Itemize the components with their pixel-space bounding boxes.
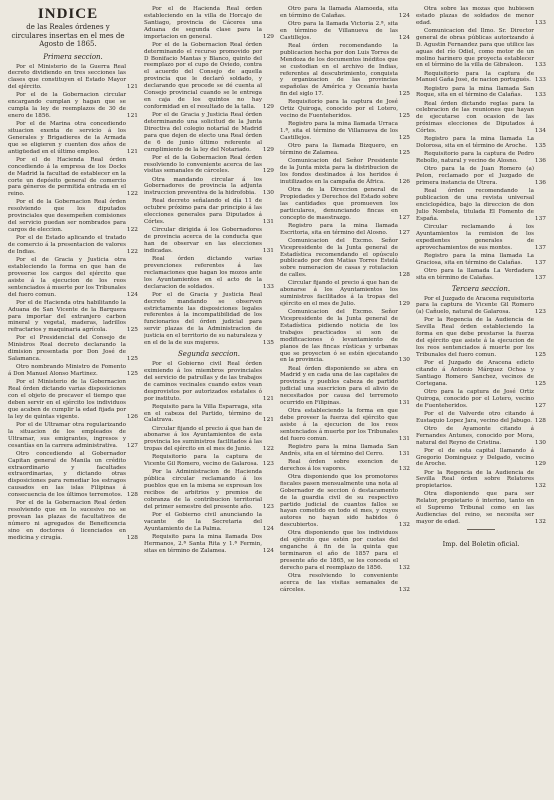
index-entry [416, 317, 546, 358]
index-entry [280, 6, 410, 20]
page-number: 135 [534, 143, 546, 150]
entry-text: Por el de Estado aplicando el tratado de comercio á la presentacion de valores de Indias. [8, 235, 126, 255]
index-entry [416, 253, 546, 267]
page-number: 129 [534, 461, 546, 468]
entry-text: Por la Regencia de la Audiencia de Sevilla Real órden estableciendo la forma en que debe prestarse la fuerza del ejército que asiste á la ejecucion de los reos sentenciados á muerte por los Tribunales del fuero comun. [416, 317, 534, 358]
divider [467, 529, 495, 530]
entry-text: Otro de Ayamonte citando á Fernandes Antunes, conocido por Mora, natural del Reyno de Cristina. [416, 425, 534, 446]
entry-text: Por el de esta capital llamando á Gregorio Dominguez y Delgado, vecino de Aroche. [416, 447, 534, 468]
entry-text: Requisitorio para la captura de Manuel Gaña José, de nacion portugués. [416, 70, 534, 84]
entry-text: Otro concediendo al Gobernador Capitan general de Manila un crédito extraordinario y facultades extraordinarias, y dictando otras disposiciones para remediar los estragos causados en las islas Filipinas á consecuencia de los últimos terremotos. [8, 450, 126, 499]
index-entry [416, 360, 546, 388]
page-number: 125 [398, 135, 410, 142]
entry-text: Circular dirigida á los Gobernadores de provincia acerca de la conducta que han de observar en las elecciones indicadas. [144, 227, 262, 254]
entry-text: Otra mandando circular á los Gobernadores de provincia la adjunta instruccion preventiva de la hidrofobia. [144, 176, 262, 197]
entry-text: Otro para la captura de José Ortiz Quiroga, conocido por el Lotero, vecino de Fuenteheridos. [416, 388, 534, 409]
index-entry [280, 99, 410, 120]
index-entry [416, 86, 546, 100]
entry-text: Otra resolviendo lo conveniente acerca de las visitas semanales de cárceles. [280, 572, 398, 593]
index-entry [280, 158, 410, 186]
entry-text: Por el de Gracia y Justicia Real órden determinando una solicitud de la Junta Directiva del colegio notarial de Madrid para que dejen de electo una Real órden de 6 de junio último referente al cumplimiento de la ley del Notariado. [144, 111, 262, 153]
page-number: 121 [126, 113, 138, 120]
index-entry [144, 6, 274, 41]
page-number: 137 [534, 259, 546, 266]
index-entry [144, 177, 274, 198]
index-entry [280, 43, 410, 98]
page-number: 129 [262, 33, 274, 40]
page-number: 122 [126, 191, 138, 198]
page-number: 134 [534, 128, 546, 135]
index-entry [416, 448, 546, 469]
index-entry [280, 459, 410, 473]
entry-text: Registro para la mina llamada San Andrés, sita en el término del Cerro. [280, 443, 398, 457]
index-entry [280, 474, 410, 529]
index-entry [416, 389, 546, 410]
entry-text: Requisitorio para la captura de Vicente Gil Romero, vecino de Galarosa. [144, 454, 262, 468]
index-entry [144, 426, 274, 454]
entry-text: Por el de la Gobernacion Real órden determinando el recurso promovido por D Bonifacio Mantas y Blanco, quinto del reemplazo por el cupo de Oviedo, contra el acuerdo del Consejo de aquella provincia que le declaró soldado, y declarando que procede se dé cuenta al Consejo provincial cuando se le entrega en caja de los quintos no hay conformidad en el resultado de la talla. [144, 41, 262, 110]
page-number: 133 [534, 19, 546, 26]
index-entry [144, 469, 274, 510]
page-number: 135 [262, 340, 274, 347]
index-entry [8, 157, 138, 198]
entry-text: Real órden recomendando la publicacion hecha por don Luis Torres de Mendoza de los documentos inéditos que se custodian en el archivo de Indias, referentes al descubrimiento, conquista y organizacion de las provincias españolas de América y Oceanía hasta fin del siglo 17. [280, 42, 398, 98]
entry-text: Requisitorio para la captura de Pedro Rebollo, natural y vecino de Alosno. [416, 151, 534, 165]
page-number: 128 [126, 534, 138, 541]
index-entry [144, 227, 274, 255]
entry-text: Registro para la mina llamada La Dolorosa, sita en el término de Aroche. [416, 136, 534, 150]
entry-text: Por el de Marina otra concediendo situacion exenta de servicio á los Generales y Brigadieres de la Armada que se eligieren y cuenten dos años de antigüedad en el último empleo. [8, 121, 126, 155]
entry-text: Otro nombrando Ministro de Fomento á Don Manuel Alonso Martinez. [8, 364, 126, 378]
page-number: 133 [262, 283, 274, 290]
page-title: INDICE [37, 6, 99, 22]
index-entry [416, 136, 546, 150]
page-number: 131 [398, 435, 410, 442]
index-entry [144, 42, 274, 111]
index-entry [144, 454, 274, 468]
entry-text: Comunicacion del Excmo. Señor Vicepresidente de la Junta general de Estadística recomendando el opúsculo publicado por don Matias Torres Estelá sobre numeracion de casas y rotulacion de calles. [280, 237, 398, 279]
index-entry [416, 491, 546, 526]
index-entry [280, 444, 410, 458]
page-number: 127 [126, 442, 138, 449]
index-entry [280, 187, 410, 222]
page-number: 121 [262, 417, 274, 424]
page-number: 125 [398, 150, 410, 157]
entry-text: Real órden recomendando la publicacion de una revista universal enciclopédica, bajo la direccion de don Julio Nombela, titulada El Fomento de España. [416, 188, 534, 222]
index-entry [280, 143, 410, 157]
index-entry [144, 112, 274, 153]
page-number: 130 [262, 190, 274, 197]
entry-text: Otra de la Direccion general de Propiedades y Derechos del Estado sobre las cantidades que promueven los particulares, denunciando fincas en concepto de maestrazgo. [280, 186, 398, 221]
page-number: 131 [398, 450, 410, 457]
entry-text: Por el de Hacienda otra habilitando la Aduana de San Vicente de la Barquera para importar del extranjero carbon mineral y vegetal, maderas, ladrillos refractarios y maquinaria agrícola. [8, 299, 126, 334]
page-number: 122 [126, 249, 138, 255]
page-number: 133 [534, 62, 546, 69]
entry-text: Por el de la Gobernacion Real órden resolviendo que los diputados provinciales que desempeñen comisiones del servicio puedan ser nombrados para cargos de eleccion. [8, 199, 126, 234]
page-number: 133 [534, 77, 546, 84]
index-entry [416, 166, 546, 187]
index-entry [8, 92, 138, 120]
index-header [8, 6, 128, 49]
page-number: 129 [398, 301, 410, 308]
page-number: 128 [126, 492, 138, 499]
page-number: 124 [126, 291, 138, 298]
page-number: 137 [534, 215, 546, 222]
imprint: Imp. del Boletin oficial. [442, 540, 520, 548]
index-entry [280, 280, 410, 308]
entry-text: Comunicacion del Señor Presidente de la Junta mixta para la distribucion de los fondos destinados á los heridos é inutilizados en la campaña de África. [280, 158, 398, 185]
page-number: 121 [126, 148, 138, 155]
column-4 [416, 6, 546, 796]
entry-text: Por el Presidencial del Consejo de Ministros Real decreto declarando la dimision presentada por Don José de Salamanca. [8, 335, 126, 363]
index-entry [8, 121, 138, 156]
page-number: 126 [126, 413, 138, 420]
page-number: 123 [262, 503, 274, 510]
section-heading-segunda: Segunda seccion. [177, 350, 241, 358]
entry-text: Registro para la mina llamada San Roque, sita en el término de Calañas. [416, 85, 534, 99]
page-number: 133 [534, 92, 546, 99]
page-number: 136 [534, 158, 546, 165]
entry-text: Registro para la mina llamada Escritoria, sita en término del Alosno. [280, 222, 398, 236]
entry-text: Por el Gobierno civil anunciando la vacante de la Secretaria del Ayuntamiento de La Palma. [144, 511, 262, 532]
index-entry [8, 235, 138, 256]
index-entry [144, 361, 274, 402]
entry-text: Otro para la llamada Victoria 2.ª, sita en término de Villanueva de las Castillejos. [280, 21, 398, 41]
index-entry [280, 223, 410, 237]
index-entry [280, 238, 410, 279]
entry-text: Por el Gobierno civil Real órden eximiendo á los miembros provinciales del servicio de patrullas y de las trabajos de caminos vecinales cuando estos vean desprovistos por autorizados estatales ó por instituto. [144, 361, 262, 402]
entry-text: Real órden dictando varias prevenciones referentes á las reclamaciones que hagan los mozos ante los Ayuntamientos en el acto de la declaracion de soldados. [144, 256, 262, 290]
index-entry [8, 64, 138, 92]
entry-text: Por el de Hacienda Real órden concediendo á la empresa de los Docks de Madrid la facultad de establecer en la corte un depósito general de comercio para géneros de permitida entrada en el reino. [8, 156, 126, 198]
page-number: 125 [398, 113, 410, 120]
page-number: 128 [534, 417, 546, 424]
index-entry [416, 151, 546, 165]
entry-text: Registro para la mina llamada Urraca 1.ª, sita el término de Villanueva de los Castillejos. [280, 121, 398, 142]
page-number: 125 [126, 371, 138, 378]
page-number: 127 [398, 214, 410, 221]
index-entry [416, 6, 546, 27]
column-3 [280, 6, 410, 796]
index-entry [144, 256, 274, 291]
entry-text: Por el de la Gobernacion Real órden resolviendo lo conveniente acerca de las visitas semanales de cárceles. [144, 154, 262, 175]
page-number: 125 [126, 327, 138, 334]
index-columns [8, 6, 546, 796]
entry-text: Registro para la mina llamada La Graciosa, sita en término de Calañas. [416, 252, 534, 266]
entry-text: Por el Ministerio de la Gobernacion Real órden dictando varias disposiciones con el objeto de precaver el tiempo que deben servir en el ejército los individuos que acaben de cumplir la edad fijada por la ley de quintas vigente. [8, 379, 126, 420]
entry-text: Otra disponiendo que los promotores fiscales pasen mensualmente una nota al Gobernador de seccion ó destacamento de la guardia civil de su respectivo partido judicial de cuantos fallos se hayan cometido en todo el mes, y cuyos autores no hayan sido habidos ó descubiertos. [280, 473, 398, 529]
entry-text: Por la Administracion de Hacienda pública circular reclamando á los pueblos que en la misma se expresan los recibos de arbitrios y premios de cobranza de la contribucion territorial del primer semestre del presente año. [144, 469, 262, 510]
page-number: 131 [262, 219, 274, 226]
page-number: 127 [398, 229, 410, 236]
index-entry [280, 309, 410, 364]
page-number: 122 [262, 446, 274, 453]
entry-text: Otro para la llamada La Verdadera sita en término de Calañas. [416, 267, 534, 281]
entry-text: Por el Ministerio de la Guerra Real decreto dividiendo en tres secciones las clases que constituyen el Estado Mayor del ejército. [8, 63, 126, 91]
index-entry [416, 28, 546, 69]
index-entry [280, 573, 410, 594]
entry-text: Por el de Ultramar otra regularizando la situacion de los empleados de Ultramar, sus emigrantes, ingresos y cesantías en la carrera administrativa. [8, 421, 126, 449]
page-number: 132 [398, 465, 410, 472]
page-subtitle: de las Reales órdenes y circulares insertas en el mes de Agosto de 1865. [11, 23, 125, 48]
index-entry [416, 224, 546, 252]
index-entry [8, 335, 138, 363]
page-number: 124 [262, 525, 274, 532]
page-number: 129 [262, 146, 274, 153]
index-entry [416, 426, 546, 447]
page-number: 129 [262, 168, 274, 175]
index-entry [144, 198, 274, 226]
index-entry [280, 530, 410, 571]
index-entry [416, 411, 546, 425]
entry-text: Por la Regencia de la Audiencia de Sevilla Real órden sobre Relatores propietarios. [416, 469, 534, 490]
column-1 [8, 6, 138, 796]
page-number: 131 [398, 400, 410, 407]
entry-text: Por el de la Gobernacion Real órden resolviendo que en lo sucesivo no se provean las plazas de facultativos de número ni agregados de Beneficencia sino en doctores ó licenciados en medicina y cirugía. [8, 500, 126, 541]
index-entry [280, 408, 410, 443]
index-entry [416, 296, 546, 317]
column-2 [144, 6, 274, 796]
page-number: 137 [534, 244, 546, 251]
page-number: 128 [398, 272, 410, 279]
entry-text: Circular reclamando á los Ayuntamientos la remision de los expedientes generales de aprovechamientos de sus montes. [416, 223, 534, 251]
index-entry [280, 21, 410, 42]
entry-text: Otro para la de Juan Romero (a) Pelon, reclamado por el Juzgado de primera instancia de Utrera. [416, 166, 534, 187]
entry-text: Otra disponiendo que para ser Relator, propietario ó interino, tanto en el Supremo Tribunal como en las Audiencias del reino, se necesita ser mayor de edad. [416, 491, 534, 526]
entry-text: Circular fijando el precio á que han de abonarse á los Ayuntamientos los suministros facilitados á la tropas del ejército en el mes de Julio. [280, 280, 398, 308]
page-number: 126 [398, 178, 410, 185]
page-number: 125 [126, 356, 138, 363]
index-entry [416, 101, 546, 136]
entry-text: Requisito para la Villa Esparraga, sita en el cabeza del Partido, término de Calatrava. [144, 403, 262, 424]
page-number: 125 [534, 351, 546, 358]
entry-text: Otra sobre las mozas que hubiesen estado plazas de soldados de menor edad. [416, 6, 534, 26]
entry-text: Por el de Valverde otro citando á Eustaquio Lopez Jara, vecino del Jabugo. [416, 410, 534, 424]
index-entry [144, 292, 274, 347]
index-entry [416, 470, 546, 491]
page-number: 121 [262, 395, 274, 402]
page-number: 136 [534, 180, 546, 187]
index-entry [280, 366, 410, 407]
page-number: 130 [534, 439, 546, 446]
entry-text: Requisitorio para la captura de José Ortiz Quiroga, conocido por el Lotero, vecino de Fuenteheridos. [280, 99, 398, 120]
page-number: 121 [126, 84, 138, 91]
entry-text: Por el de Hacienda Real órden estableciendo en la villa de Horcajo de Santiago, provincia de Cáceres una Aduana de segunda clase para la importacion en general. [144, 6, 262, 40]
page-number: 132 [534, 483, 546, 490]
index-entry [8, 364, 138, 378]
index-entry [416, 268, 546, 282]
page-number: 132 [398, 522, 410, 529]
page-number: 131 [262, 247, 274, 254]
entry-text: Comunicacion del Excmo. Señor Vicepresidente de la Junta general de Estadística pidiendo noticia de los trabajos practicados si son de modificaciones ó levantamiento de planos de las fincas rústicas y urbanas que se proyecten ó se estén ejecutando en la provincia. [280, 309, 398, 364]
section-heading-tercera: Tercera seccion. [451, 284, 511, 293]
index-entry [144, 534, 274, 555]
entry-text: Real órden sobre exencion de derechos á los vapores. [280, 458, 398, 472]
index-entry [8, 500, 138, 541]
index-entry [144, 155, 274, 176]
entry-text: Real órden disponiendo se abra en Madrid y en cada una de las capitales de provincia y pueblos cabeza de partido judicial una suscricion para el alivio de necesitados por causa del terremoto ocurrido en Filipinas. [280, 365, 398, 407]
entry-text: Por el Juzgado de Aracena requisitoria para la captura de Vicente Gil Romero (a) Cañuelo, natural de Galarosa. [416, 295, 534, 316]
index-entry [416, 71, 546, 85]
page-number: 129 [262, 103, 274, 110]
page-number: 122 [126, 227, 138, 234]
entry-text: Otra disponiendo que los individuos del ejército que estén por cuotas del enganche á fin de la quinta que terminaron el año de 1857 para el presente año de 1865, se les conceda el derecho para el reemplazo de 1856. [280, 530, 398, 571]
index-entry [8, 300, 138, 335]
index-entry [8, 451, 138, 499]
entry-text: Otra estableciendo la forma en que debe proveer la fuerza del ejército que asiste á la ejecucion de los reos sentenciados á muerte por los Tribunales del fuero comun. [280, 408, 398, 442]
index-entry [8, 422, 138, 450]
index-entry [8, 379, 138, 420]
index-entry [416, 188, 546, 223]
entry-text: Circular fijando el precio á que han de abonarse á los Ayuntamientos de esta provincia los suministros facilitados á las tropas del ejército en el mes de Junio. [144, 425, 262, 453]
entry-text: Por el Juzgado de Aracena edicto citando á Antonio Márquez Ochoa y Santiago Romero Sanchez, vecinos de Cortegana. [416, 360, 534, 387]
entry-text: Otro para la llamada Alamoeda, sita en término de Calañas. [280, 6, 398, 19]
index-entry [280, 121, 410, 142]
page-number: 132 [398, 586, 410, 593]
entry-text: Real órden dictando reglas para la celebracion de las reuniones que hayan de ejecutarse con ocasion de las próximas elecciones de Diputados á Córtes. [416, 100, 534, 135]
page-number: 125 [534, 380, 546, 387]
entry-text: Real decreto señalando el día 11 de octubre próximo para dar principio á las elecciones generales para Diputados á Córtes. [144, 198, 262, 226]
entry-text: Comunicacion del Ilmo. Sr. Director general de obras públicas autorizando á D. Agustin Fernandez para que utilice las aguas del río Odiel, como motor de un molino harinero que proyecta establecer en el término de la villa de Gibraleon. [416, 27, 534, 69]
page-number: 130 [398, 357, 410, 364]
entry-text: Otro para la llamada Bizquero, en término de Zalamea. [280, 143, 398, 157]
index-entry [144, 512, 274, 533]
page-number: 132 [398, 564, 410, 571]
page-number: 125 [398, 91, 410, 98]
section-heading-primera: Primera seccion. [43, 52, 103, 61]
index-entry [8, 199, 138, 234]
page-number: 123 [534, 309, 546, 316]
entry-text: Por el de la Gobernacion circular encargando cumplan y hagan que se cumpla la ley de reemplazos de 30 de enero de 1856. [8, 92, 126, 120]
page-number: 137 [534, 274, 546, 281]
entry-text: Requisito para la mina llamada Dos Hermanos, 2.ª Santa Rita y 1.ª Fermin, sitas en término de Zalamea. [144, 533, 262, 554]
entry-text: Por el de Gracia y Justicia otra estableciendo la forma en que han de proveerse los cargos del ejército que asiste á la ejecucion de los reos sentenciados á muerte por los Tribunales del fuero comun. [8, 257, 126, 298]
page-number: 124 [398, 12, 410, 19]
page-number: 123 [262, 461, 274, 468]
index-entry [8, 257, 138, 298]
index-entry [144, 404, 274, 425]
page-number: 124 [398, 34, 410, 41]
page-number: 127 [534, 402, 546, 409]
page-number: 132 [534, 519, 546, 526]
entry-text: Por el de Gracia y Justicia Real decreto mandando se observen estrictamente las disposiciones legales referentes á la incompatibilidad de los funcionarios del órden judicial para servir plazas de la Administracion de justicia en el territorio de su naturaleza y en el de la de sus mujeres. [144, 291, 262, 347]
page-number: 124 [262, 547, 274, 554]
